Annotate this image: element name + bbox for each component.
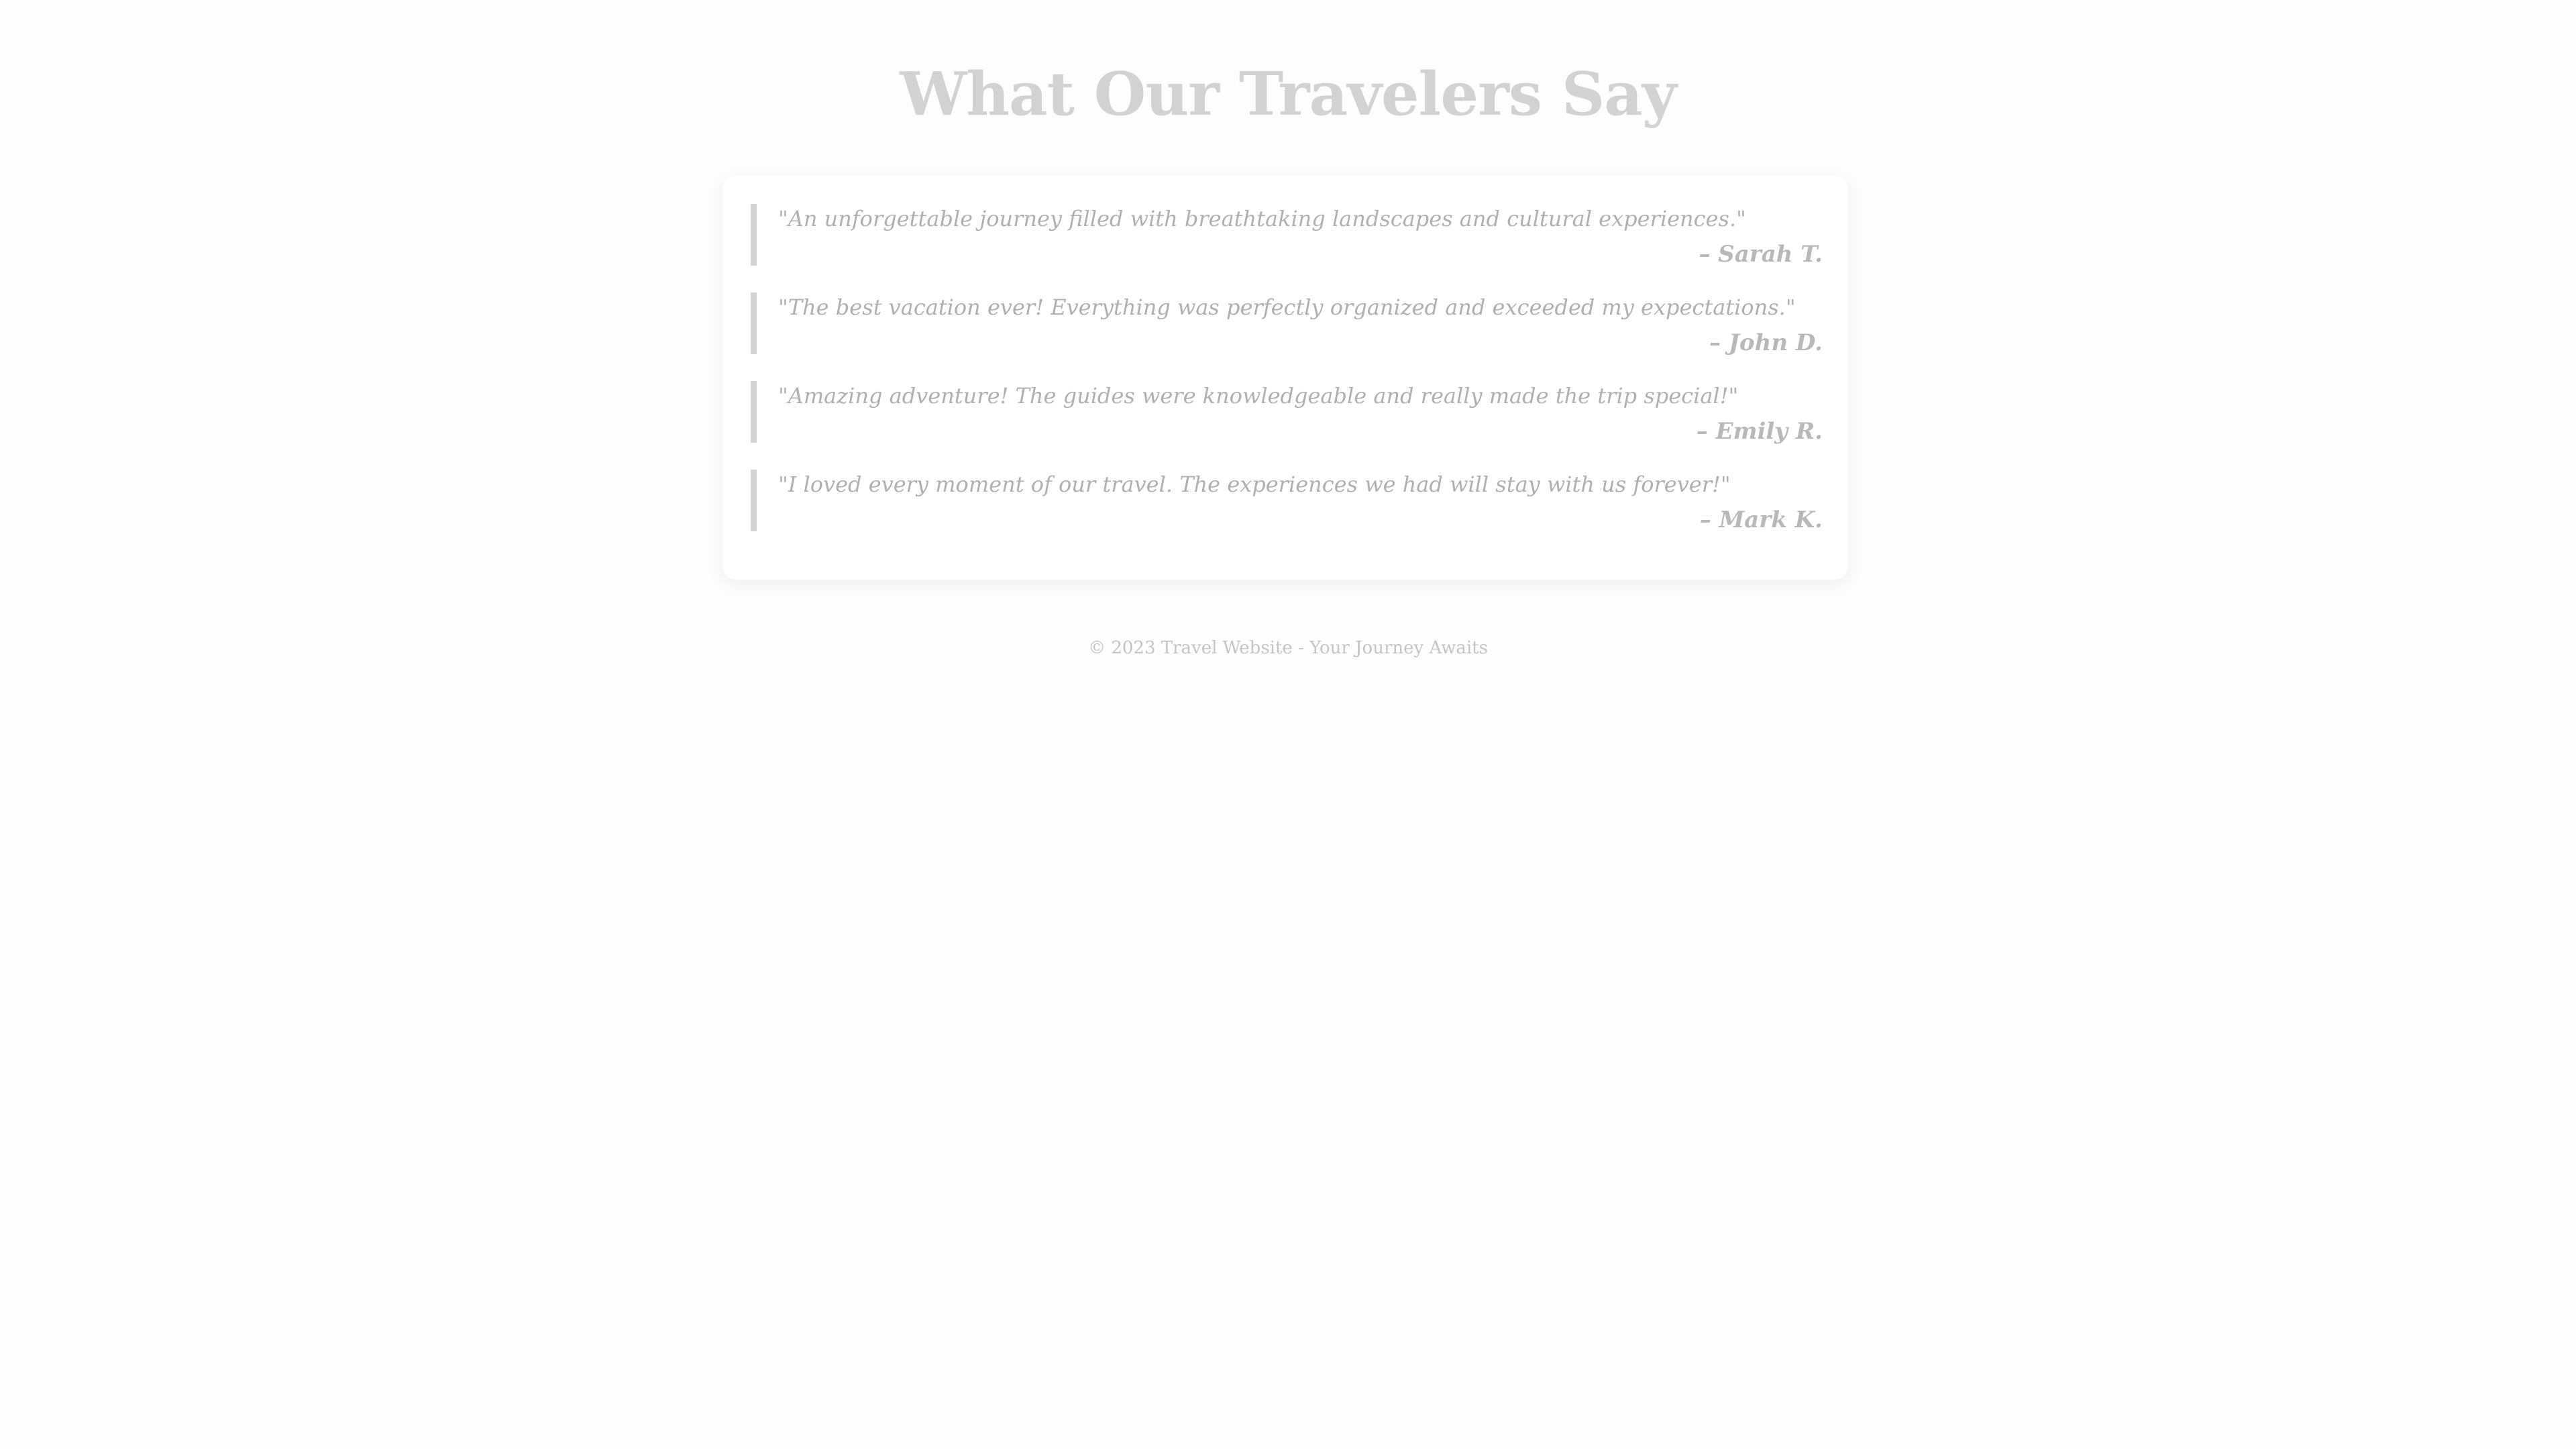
testimonial-quote: "I loved every moment of our travel. The experiences we had will stay with us forever!"	[778, 472, 1731, 497]
testimonials-card	[722, 176, 1848, 580]
testimonial-quote: "Amazing adventure! The guides were knowledgeable and really made the trip special!"	[778, 383, 1739, 409]
testimonial-item	[751, 204, 1823, 266]
testimonial-item	[751, 381, 1823, 443]
testimonial-author: – Sarah T.	[1699, 241, 1823, 268]
testimonial-item	[751, 292, 1823, 354]
testimonial-quote: "An unforgettable journey filled with breathtaking landscapes and cultural experiences."	[778, 206, 1746, 231]
testimonial-author: – John D.	[1709, 329, 1823, 356]
testimonial-quote: "The best vacation ever! Everything was perfectly organized and exceeded my expectations."	[778, 294, 1796, 320]
footer-copyright: © 2023 Travel Website - Your Journey Awaits	[1088, 638, 1488, 658]
testimonial-author: – Emily R.	[1696, 418, 1823, 445]
testimonial-author: – Mark K.	[1699, 506, 1823, 533]
page-title: What Our Travelers Say	[900, 58, 1676, 129]
testimonial-item	[751, 470, 1823, 531]
